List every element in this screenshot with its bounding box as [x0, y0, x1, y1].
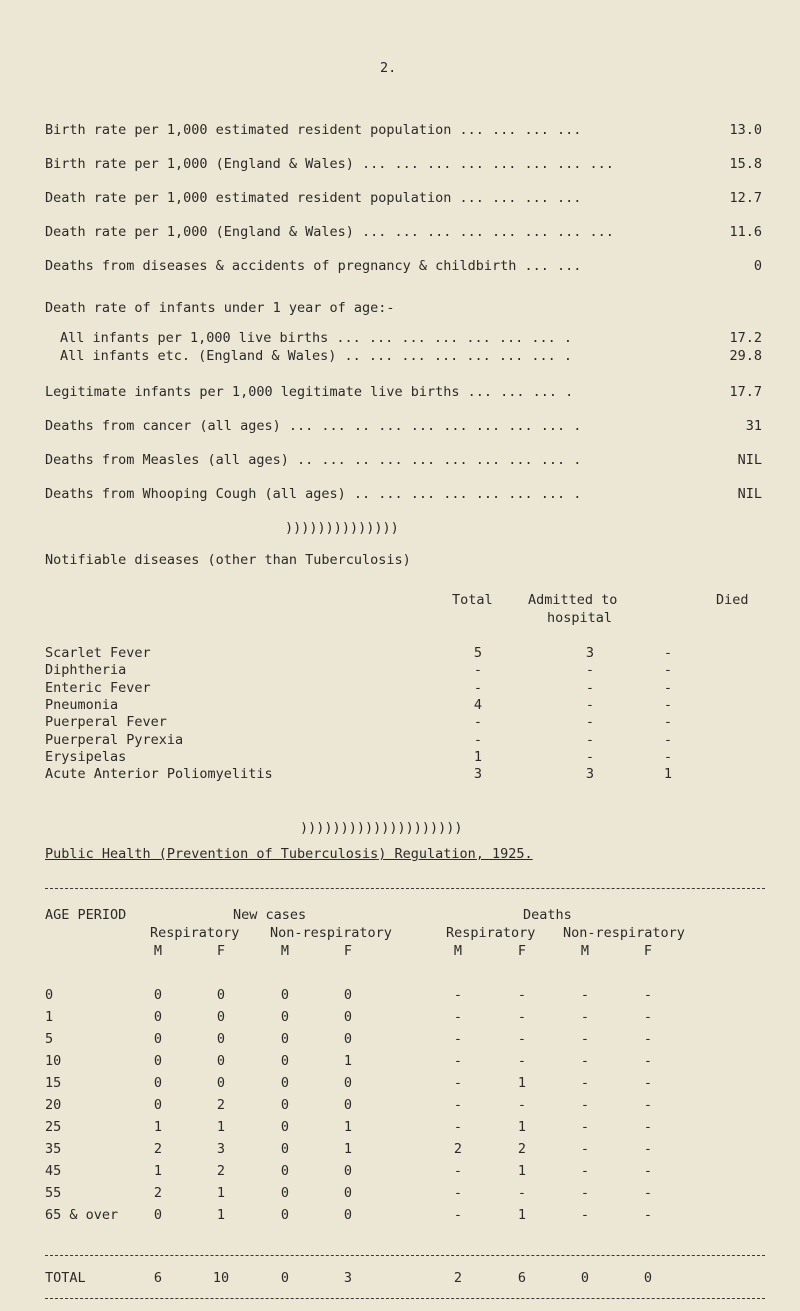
stat-label: Deaths from cancer (all ages) ... ... .. ... ... ... ... ... ... .	[45, 418, 582, 434]
tb-cell: -	[580, 1031, 590, 1047]
disease-name: Acute Anterior Poliomyelitis	[45, 766, 273, 783]
tb-cell: -	[643, 1163, 653, 1179]
tb-cell: 1	[517, 1207, 527, 1223]
divider	[45, 1255, 765, 1256]
stat-label: Death rate per 1,000 estimated resident population ... ... ... ...	[45, 190, 582, 206]
disease-died: -	[663, 645, 673, 661]
tb-cell: 1	[517, 1075, 527, 1091]
disease-died: -	[663, 696, 673, 713]
tb-cell: 1	[517, 1119, 527, 1135]
tb-cell: 0	[153, 1207, 163, 1223]
tb-cell: -	[453, 1163, 463, 1179]
tb-cell: -	[517, 1097, 527, 1113]
tb-header-age: AGE PERIOD	[45, 907, 127, 923]
disease-total: -	[473, 731, 483, 748]
tb-cell: 0	[216, 1053, 226, 1069]
tb-cell: -	[580, 987, 590, 1003]
disease-admitted: -	[585, 748, 595, 765]
tb-cell: -	[580, 1053, 590, 1069]
tb-cell: -	[453, 1097, 463, 1113]
tb-cell: -	[517, 1185, 527, 1201]
tb-cell: 2	[517, 1141, 527, 1157]
tb-cell: -	[643, 1031, 653, 1047]
stat-label: Birth rate per 1,000 (England & Wales) ... ... ... ... ... ... ... ...	[45, 156, 614, 172]
stat-value: NIL	[737, 452, 762, 468]
tb-cell: -	[453, 987, 463, 1003]
tb-age-period: 20	[45, 1097, 62, 1113]
tb-age-period: 35	[45, 1141, 62, 1157]
tb-age-period: 15	[45, 1075, 62, 1091]
tb-total-cell: 6	[153, 1270, 163, 1286]
tb-cell: -	[580, 1207, 590, 1223]
tb-cell: -	[453, 1031, 463, 1047]
tb-total-cell: 6	[517, 1270, 527, 1286]
tb-cell: 0	[153, 1031, 163, 1047]
tb-cell: -	[580, 1119, 590, 1135]
disease-died: -	[663, 679, 673, 696]
stat-label: Deaths from diseases & accidents of pregnancy & childbirth ... ...	[45, 258, 582, 274]
disease-name: Scarlet Fever	[45, 645, 151, 661]
tb-cell: 0	[280, 1141, 290, 1157]
stat-value: 17.7	[729, 384, 762, 400]
disease-total: -	[473, 679, 483, 696]
infant-stat-value: 29.8	[729, 348, 762, 364]
stat-label: Deaths from Whooping Cough (all ages) .. ... ... ... ... ... ... .	[45, 486, 582, 502]
stat-value: 12.7	[729, 190, 762, 206]
tb-cell: 0	[153, 1097, 163, 1113]
tb-cell: 1	[216, 1207, 226, 1223]
tb-cell: -	[580, 1097, 590, 1113]
tb-header-nonresp: Non-respiratory	[270, 925, 392, 941]
tb-cell: 2	[453, 1141, 463, 1157]
tb-header-deaths: Deaths	[523, 907, 572, 923]
stat-value: NIL	[737, 486, 762, 502]
disease-name: Puerperal Fever	[45, 714, 167, 731]
tb-cell: 0	[280, 1163, 290, 1179]
disease-name: Puerperal Pyrexia	[45, 731, 184, 748]
separator: ))))))))))))))	[285, 520, 399, 536]
disease-admitted: 3	[585, 766, 595, 783]
disease-total: 5	[473, 645, 483, 661]
tb-header-new: New cases	[233, 907, 307, 923]
tb-cell: -	[453, 1119, 463, 1135]
disease-died: -	[663, 731, 673, 748]
disease-total: 1	[473, 748, 483, 765]
tb-cell: 2	[153, 1185, 163, 1201]
disease-admitted: -	[585, 696, 595, 713]
tb-cell: -	[580, 1075, 590, 1091]
stat-label: Death rate per 1,000 (England & Wales) ... ... ... ... ... ... ... ...	[45, 224, 614, 240]
header-total: Total	[452, 592, 493, 608]
tb-age-period: 0	[45, 987, 54, 1003]
disease-total: 4	[473, 696, 483, 713]
tb-cell: 3	[216, 1141, 226, 1157]
tb-header-sex: M	[280, 943, 290, 959]
tb-cell: 0	[153, 1053, 163, 1069]
tb-total-cell: 10	[212, 1270, 230, 1286]
tb-cell: -	[643, 1097, 653, 1113]
tb-cell: -	[453, 1207, 463, 1223]
tb-cell: -	[643, 1185, 653, 1201]
tb-cell: 0	[280, 1185, 290, 1201]
tb-total-label: TOTAL	[45, 1270, 86, 1286]
tb-total-cell: 3	[343, 1270, 353, 1286]
tb-cell: -	[580, 1141, 590, 1157]
stat-label: Birth rate per 1,000 estimated resident population ... ... ... ...	[45, 122, 582, 138]
tb-cell: 0	[280, 1009, 290, 1025]
disease-name: Enteric Fever	[45, 679, 151, 696]
tb-cell: 0	[343, 1009, 353, 1025]
disease-died: 1	[663, 766, 673, 783]
tb-cell: -	[517, 1009, 527, 1025]
tb-cell: 0	[343, 1075, 353, 1091]
tb-cell: 1	[153, 1119, 163, 1135]
tb-cell: 2	[216, 1097, 226, 1113]
disease-name: Erysipelas	[45, 748, 127, 765]
disease-total: -	[473, 662, 483, 679]
tb-cell: 0	[343, 1031, 353, 1047]
disease-admitted: -	[585, 731, 595, 748]
stat-label: Deaths from Measles (all ages) .. ... .. ... ... ... ... ... ... .	[45, 452, 582, 468]
tb-cell: 1	[343, 1053, 353, 1069]
tb-cell: -	[517, 1053, 527, 1069]
tb-header-sex: M	[580, 943, 590, 959]
tb-cell: 0	[280, 1097, 290, 1113]
tb-cell: 0	[153, 1009, 163, 1025]
tb-cell: 0	[216, 987, 226, 1003]
disease-died: -	[663, 748, 673, 765]
disease-total: -	[473, 714, 483, 731]
tb-header-sex: M	[153, 943, 163, 959]
tb-cell: 0	[216, 1031, 226, 1047]
disease-total: 3	[473, 766, 483, 783]
tb-cell: 0	[280, 1053, 290, 1069]
tb-cell: -	[643, 1075, 653, 1091]
stat-value: 11.6	[729, 224, 762, 240]
disease-died: -	[663, 714, 673, 731]
tb-cell: 0	[216, 1075, 226, 1091]
infant-heading: Death rate of infants under 1 year of age:-	[45, 300, 395, 316]
tb-cell: 2	[153, 1141, 163, 1157]
tb-cell: 0	[280, 987, 290, 1003]
tb-cell: 2	[216, 1163, 226, 1179]
tb-total-cell: 0	[643, 1270, 653, 1286]
header-admitted: Admitted to	[528, 592, 618, 608]
tb-header-sex: F	[643, 943, 653, 959]
tb-cell: 0	[153, 1075, 163, 1091]
tb-header-sex: F	[343, 943, 353, 959]
tb-age-period: 5	[45, 1031, 54, 1047]
divider	[45, 1298, 765, 1299]
tb-cell: 0	[280, 1031, 290, 1047]
tb-cell: -	[643, 1141, 653, 1157]
tb-age-period: 25	[45, 1119, 62, 1135]
disease-admitted: -	[585, 714, 595, 731]
tb-cell: -	[643, 1053, 653, 1069]
divider	[45, 888, 765, 889]
tb-cell: 1	[517, 1163, 527, 1179]
stat-value: 0	[753, 258, 762, 274]
header-died: Died	[716, 592, 749, 608]
tb-header-sex: F	[216, 943, 226, 959]
tb-cell: 0	[343, 1163, 353, 1179]
tb-cell: 0	[153, 987, 163, 1003]
tb-total-cell: 0	[280, 1270, 290, 1286]
header-admitted-2: hospital	[547, 610, 613, 626]
infant-stat-value: 17.2	[729, 330, 762, 346]
tb-cell: 0	[343, 1207, 353, 1223]
stat-value: 13.0	[729, 122, 762, 138]
infant-stat-label: All infants etc. (England & Wales) .. ... ... ... ... ... ... .	[60, 348, 573, 364]
tb-cell: 0	[216, 1009, 226, 1025]
tb-title: Public Health (Prevention of Tuberculosis) Regulation, 1925.	[45, 846, 533, 862]
tb-cell: -	[453, 1009, 463, 1025]
tb-cell: -	[453, 1075, 463, 1091]
disease-name: Pneumonia	[45, 696, 119, 713]
infant-stat-label: All infants per 1,000 live births ... ... ... ... ... ... ... .	[60, 330, 573, 346]
tb-cell: -	[517, 987, 527, 1003]
tb-cell: 0	[280, 1119, 290, 1135]
tb-age-period: 55	[45, 1185, 62, 1201]
tb-cell: -	[643, 987, 653, 1003]
tb-cell: 1	[153, 1163, 163, 1179]
tb-cell: 0	[343, 987, 353, 1003]
tb-age-period: 45	[45, 1163, 62, 1179]
tb-cell: -	[453, 1053, 463, 1069]
tb-cell: 0	[280, 1075, 290, 1091]
disease-name: Diphtheria	[45, 662, 127, 679]
separator: ))))))))))))))))))))	[300, 820, 463, 836]
disease-admitted: -	[585, 662, 595, 679]
tb-total-cell: 2	[453, 1270, 463, 1286]
stat-label: Legitimate infants per 1,000 legitimate live births ... ... ... .	[45, 384, 574, 400]
tb-age-period: 10	[45, 1053, 62, 1069]
disease-died: -	[663, 662, 673, 679]
tb-header-resp: Respiratory	[150, 925, 240, 941]
tb-cell: 0	[343, 1185, 353, 1201]
tb-cell: 1	[343, 1141, 353, 1157]
tb-cell: 1	[343, 1119, 353, 1135]
tb-cell: -	[453, 1185, 463, 1201]
disease-admitted: 3	[585, 645, 595, 661]
tb-header-resp: Respiratory	[446, 925, 536, 941]
tb-cell: 1	[216, 1185, 226, 1201]
tb-cell: -	[517, 1031, 527, 1047]
tb-header-nonresp: Non-respiratory	[563, 925, 685, 941]
tb-cell: -	[580, 1163, 590, 1179]
stat-value: 31	[745, 418, 762, 434]
page-number: 2.	[380, 60, 397, 76]
tb-cell: -	[643, 1009, 653, 1025]
tb-cell: -	[580, 1185, 590, 1201]
disease-admitted: -	[585, 679, 595, 696]
tb-cell: 1	[216, 1119, 226, 1135]
tb-cell: 0	[343, 1097, 353, 1113]
tb-total-cell: 0	[580, 1270, 590, 1286]
notifiable-title: Notifiable diseases (other than Tuberculosis)	[45, 552, 411, 568]
tb-cell: -	[580, 1009, 590, 1025]
tb-header-sex: F	[517, 943, 527, 959]
tb-cell: -	[643, 1207, 653, 1223]
stat-value: 15.8	[729, 156, 762, 172]
tb-cell: 0	[280, 1207, 290, 1223]
tb-header-sex: M	[453, 943, 463, 959]
tb-age-period: 65 & over	[45, 1207, 119, 1223]
tb-cell: -	[643, 1119, 653, 1135]
tb-age-period: 1	[45, 1009, 54, 1025]
